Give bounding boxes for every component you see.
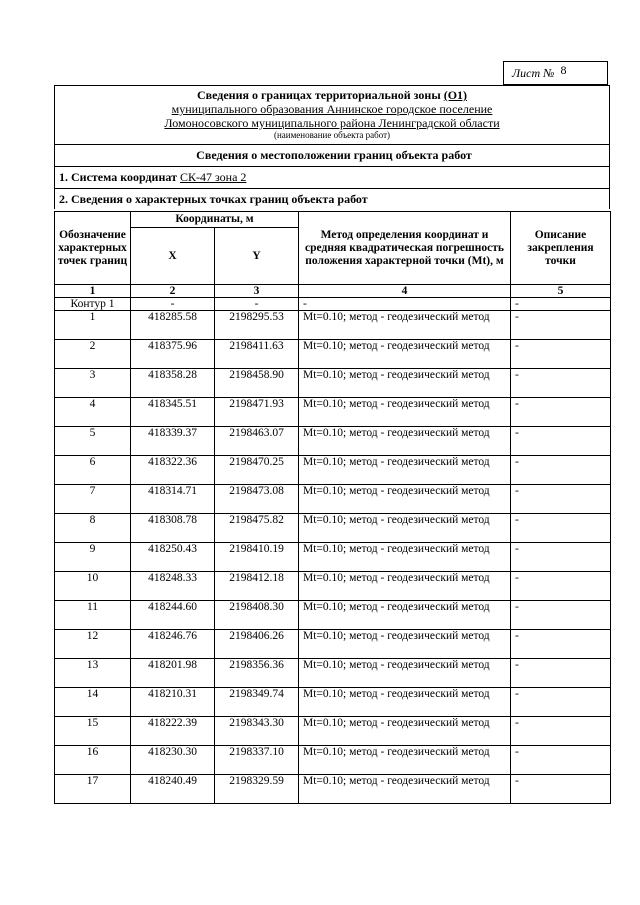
table-row	[55, 514, 611, 543]
point-description: -	[511, 398, 611, 427]
table-row	[55, 398, 611, 427]
point-method: Mt=0.10; метод - геодезический метод	[299, 659, 511, 688]
point-number: 4	[55, 398, 131, 427]
point-description: -	[511, 601, 611, 630]
point-number: 6	[55, 456, 131, 485]
point-x: 418240.49	[131, 775, 215, 804]
header-coordinates: Координаты, м	[131, 212, 299, 228]
point-x: 418314.71	[131, 485, 215, 514]
point-y: 2198410.19	[215, 543, 299, 572]
contour-name: Контур 1	[55, 298, 131, 311]
point-number: 3	[55, 369, 131, 398]
point-x: 418339.37	[131, 427, 215, 456]
point-method: Mt=0.10; метод - геодезический метод	[299, 340, 511, 369]
point-number: 17	[55, 775, 131, 804]
point-method: Mt=0.10; метод - геодезический метод	[299, 572, 511, 601]
point-x: 418375.96	[131, 340, 215, 369]
column-number: 2	[131, 285, 215, 298]
table-row	[55, 485, 611, 514]
point-description: -	[511, 688, 611, 717]
point-y: 2198475.82	[215, 514, 299, 543]
point-description: -	[511, 630, 611, 659]
point-description: -	[511, 427, 611, 456]
point-method: Mt=0.10; метод - геодезический метод	[299, 369, 511, 398]
table-row	[55, 572, 611, 601]
point-number: 7	[55, 485, 131, 514]
point-y: 2198408.30	[215, 601, 299, 630]
sheet-number: 8	[560, 62, 567, 77]
point-method: Mt=0.10; метод - геодезический метод	[299, 717, 511, 746]
point-method: Mt=0.10; метод - геодезический метод	[299, 427, 511, 456]
point-y: 2198343.30	[215, 717, 299, 746]
contour-desc: -	[511, 298, 611, 311]
point-y: 2198295.53	[215, 311, 299, 340]
table-row	[55, 688, 611, 717]
point-x: 418250.43	[131, 543, 215, 572]
point-number: 5	[55, 427, 131, 456]
point-y: 2198329.59	[215, 775, 299, 804]
point-number: 13	[55, 659, 131, 688]
point-x: 418345.51	[131, 398, 215, 427]
contour-method: -	[299, 298, 511, 311]
point-x: 418210.31	[131, 688, 215, 717]
point-number: 9	[55, 543, 131, 572]
point-description: -	[511, 543, 611, 572]
point-description: -	[511, 659, 611, 688]
point-method: Mt=0.10; метод - геодезический метод	[299, 746, 511, 775]
point-number: 15	[55, 717, 131, 746]
sheet-number-box	[503, 61, 608, 85]
point-description: -	[511, 775, 611, 804]
point-x: 418222.39	[131, 717, 215, 746]
document-header	[54, 85, 610, 209]
point-description: -	[511, 340, 611, 369]
column-number: 3	[215, 285, 299, 298]
header-description: Описание закрепления точки	[511, 212, 611, 285]
point-number: 11	[55, 601, 131, 630]
point-x: 418201.98	[131, 659, 215, 688]
point-number: 10	[55, 572, 131, 601]
point-method: Mt=0.10; метод - геодезический метод	[299, 775, 511, 804]
point-y: 2198337.10	[215, 746, 299, 775]
point-method: Mt=0.10; метод - геодезический метод	[299, 398, 511, 427]
point-method: Mt=0.10; метод - геодезический метод	[299, 514, 511, 543]
point-method: Mt=0.10; метод - геодезический метод	[299, 601, 511, 630]
table-row	[55, 456, 611, 485]
title-line-3: Ломоносовского муниципального района Ленинградской области	[164, 116, 500, 130]
point-y: 2198406.26	[215, 630, 299, 659]
point-method: Mt=0.10; метод - геодезический метод	[299, 311, 511, 340]
header-point-designation: Обозначение характерных точек границ	[55, 212, 131, 285]
point-number: 8	[55, 514, 131, 543]
point-method: Mt=0.10; метод - геодезический метод	[299, 543, 511, 572]
point-x: 418246.76	[131, 630, 215, 659]
point-description: -	[511, 485, 611, 514]
column-numbers-row	[55, 285, 611, 298]
point-y: 2198349.74	[215, 688, 299, 717]
column-number: 4	[299, 285, 511, 298]
point-y: 2198411.63	[215, 340, 299, 369]
table-row	[55, 746, 611, 775]
table-row	[55, 427, 611, 456]
point-x: 418248.33	[131, 572, 215, 601]
point-method: Mt=0.10; метод - геодезический метод	[299, 456, 511, 485]
column-number: 1	[55, 285, 131, 298]
point-y: 2198356.36	[215, 659, 299, 688]
title-prefix: Сведения о границах территориальной зоны	[196, 88, 444, 102]
column-number: 5	[511, 285, 611, 298]
contour-row	[55, 298, 611, 311]
point-method: Mt=0.10; метод - геодезический метод	[299, 630, 511, 659]
point-y: 2198412.18	[215, 572, 299, 601]
point-description: -	[511, 717, 611, 746]
point-method: Mt=0.10; метод - геодезический метод	[299, 688, 511, 717]
contour-x: -	[131, 298, 215, 311]
point-number: 14	[55, 688, 131, 717]
zone-code: (О1)	[443, 88, 468, 102]
point-description: -	[511, 572, 611, 601]
title-line-2: муниципального образования Аннинское городское поселение	[171, 102, 493, 116]
coord-system-label: 1. Система координат	[59, 170, 180, 184]
point-description: -	[511, 514, 611, 543]
point-y: 2198458.90	[215, 369, 299, 398]
point-number: 2	[55, 340, 131, 369]
table-row	[55, 717, 611, 746]
table-row	[55, 630, 611, 659]
header-x: X	[131, 228, 215, 285]
sheet-label: Лист №	[512, 65, 555, 80]
coord-system-value: СК-47 зона 2	[179, 170, 247, 184]
table-row	[55, 369, 611, 398]
header-method: Метод определения координат и средняя квадратическая погрешность положения характерной точки (Mt), м	[299, 212, 511, 285]
title-caption: (наименование объекта работ)	[273, 130, 391, 140]
point-description: -	[511, 369, 611, 398]
point-method: Mt=0.10; метод - геодезический метод	[299, 485, 511, 514]
title-line-1	[55, 88, 609, 102]
point-y: 2198463.07	[215, 427, 299, 456]
points-table	[54, 211, 611, 804]
header-y: Y	[215, 228, 299, 285]
point-x: 418358.28	[131, 369, 215, 398]
point-x: 418285.58	[131, 311, 215, 340]
point-description: -	[511, 311, 611, 340]
section-location: Сведения о местоположении границ объекта работ	[55, 144, 609, 166]
table-row	[55, 311, 611, 340]
point-number: 1	[55, 311, 131, 340]
title-block	[55, 85, 609, 144]
table-row	[55, 775, 611, 804]
table-row	[55, 340, 611, 369]
point-x: 418244.60	[131, 601, 215, 630]
point-x: 418322.36	[131, 456, 215, 485]
point-x: 418230.30	[131, 746, 215, 775]
point-description: -	[511, 456, 611, 485]
table-row	[55, 659, 611, 688]
point-y: 2198470.25	[215, 456, 299, 485]
table-row	[55, 601, 611, 630]
point-x: 418308.78	[131, 514, 215, 543]
point-number: 16	[55, 746, 131, 775]
section-coordinate-system	[55, 166, 609, 188]
point-number: 12	[55, 630, 131, 659]
point-description: -	[511, 746, 611, 775]
section-points: 2. Сведения о характерных точках границ объекта работ	[55, 188, 609, 209]
point-y: 2198473.08	[215, 485, 299, 514]
point-y: 2198471.93	[215, 398, 299, 427]
contour-y: -	[215, 298, 299, 311]
table-row	[55, 543, 611, 572]
